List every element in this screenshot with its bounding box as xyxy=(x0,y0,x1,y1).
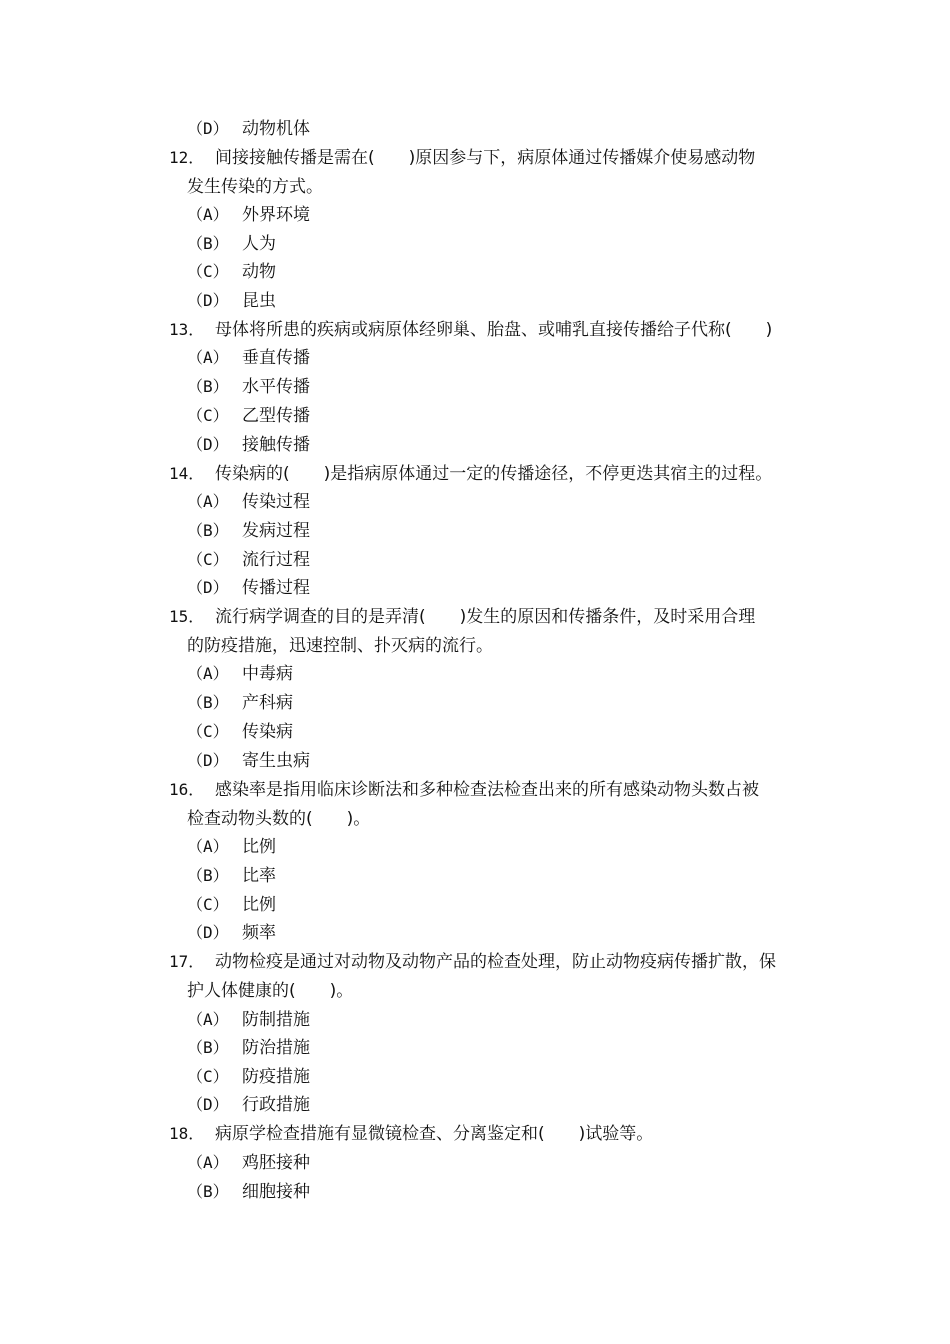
option-text: 细胞接种 xyxy=(242,1182,310,1202)
question-continuation xyxy=(0,977,950,1005)
option-letter: （B） xyxy=(187,234,229,253)
answer-option xyxy=(0,718,950,746)
answer-option xyxy=(0,862,950,890)
option-letter: （B） xyxy=(187,377,229,396)
answer-option xyxy=(0,373,950,401)
question-text: 母体将所患的疾病或病原体经卵巢、胎盘、或哺乳直接传播给子代称( ) xyxy=(215,320,773,340)
question-continuation xyxy=(0,632,950,660)
answer-option xyxy=(0,574,950,602)
option-text: 水平传播 xyxy=(242,377,310,397)
answer-option xyxy=(0,201,950,229)
answer-option xyxy=(0,287,950,315)
option-letter: （D） xyxy=(187,923,229,942)
question-number: 13． xyxy=(169,320,205,339)
option-letter: （A） xyxy=(187,1010,229,1029)
question-text: 流行病学调查的目的是弄清( )发生的原因和传播条件，及时采用合理 xyxy=(215,607,756,627)
option-letter: （D） xyxy=(187,751,229,770)
option-letter: （B） xyxy=(187,866,229,885)
option-letter: （C） xyxy=(187,1067,229,1086)
option-letter: （B） xyxy=(187,521,229,540)
answer-option xyxy=(0,230,950,258)
option-letter: （B） xyxy=(187,1038,229,1057)
option-text: 动物机体 xyxy=(242,119,310,139)
option-letter: （C） xyxy=(187,262,229,281)
option-letter: （D） xyxy=(187,291,229,310)
answer-option xyxy=(0,747,950,775)
question-line xyxy=(0,1120,950,1148)
option-text: 寄生虫病 xyxy=(242,751,310,771)
option-text: 发病过程 xyxy=(242,521,310,541)
question-text: 传染病的( )是指病原体通过一定的传播途径，不停更迭其宿主的过程。 xyxy=(215,464,773,484)
answer-option xyxy=(0,833,950,861)
option-letter: （A） xyxy=(187,1153,229,1172)
question-text: 感染率是指用临床诊断法和多种检查法检查出来的所有感染动物头数占被 xyxy=(215,780,759,800)
option-text: 昆虫 xyxy=(242,291,276,311)
question-continuation xyxy=(0,805,950,833)
answer-option xyxy=(0,115,950,143)
option-letter: （A） xyxy=(187,837,229,856)
answer-option xyxy=(0,1178,950,1206)
question-number: 15． xyxy=(169,607,205,626)
answer-option xyxy=(0,517,950,545)
option-text: 鸡胚接种 xyxy=(242,1153,310,1173)
answer-option xyxy=(0,258,950,286)
question-number: 18． xyxy=(169,1124,205,1143)
option-text: 传染病 xyxy=(242,722,293,742)
answer-option xyxy=(0,891,950,919)
option-text: 行政措施 xyxy=(242,1095,310,1115)
option-text: 比例 xyxy=(242,895,276,915)
option-text: 人为 xyxy=(242,234,276,254)
option-letter: （D） xyxy=(187,435,229,454)
answer-option xyxy=(0,660,950,688)
question-line xyxy=(0,948,950,976)
option-letter: （C） xyxy=(187,550,229,569)
option-text: 外界环境 xyxy=(242,205,310,225)
question-number: 14． xyxy=(169,464,205,483)
option-letter: （A） xyxy=(187,664,229,683)
answer-option xyxy=(0,488,950,516)
option-text: 比例 xyxy=(242,837,276,857)
answer-option xyxy=(0,1034,950,1062)
answer-option xyxy=(0,919,950,947)
question-text: 病原学检查措施有显微镜检查、分离鉴定和( )试验等。 xyxy=(215,1124,654,1144)
question-text-continued: 发生传染的方式。 xyxy=(187,177,323,197)
answer-option xyxy=(0,689,950,717)
option-letter: （C） xyxy=(187,895,229,914)
option-text: 防治措施 xyxy=(242,1038,310,1058)
option-letter: （B） xyxy=(187,1182,229,1201)
answer-option xyxy=(0,344,950,372)
option-text: 防疫措施 xyxy=(242,1067,310,1087)
option-text: 比率 xyxy=(242,866,276,886)
question-text: 间接接触传播是需在( )原因参与下，病原体通过传播媒介使易感动物 xyxy=(215,148,756,168)
option-text: 产科病 xyxy=(242,693,293,713)
answer-option xyxy=(0,1149,950,1177)
option-letter: （D） xyxy=(187,1095,229,1114)
option-letter: （C） xyxy=(187,722,229,741)
question-line xyxy=(0,144,950,172)
answer-option xyxy=(0,1091,950,1119)
option-text: 乙型传播 xyxy=(242,406,310,426)
question-line xyxy=(0,776,950,804)
question-number: 12． xyxy=(169,148,205,167)
question-text-continued: 检查动物头数的( )。 xyxy=(187,809,371,829)
option-letter: （C） xyxy=(187,406,229,425)
question-number: 16． xyxy=(169,780,205,799)
option-letter: （A） xyxy=(187,348,229,367)
answer-option xyxy=(0,1006,950,1034)
option-text: 频率 xyxy=(242,923,276,943)
answer-option xyxy=(0,1063,950,1091)
question-line xyxy=(0,316,950,344)
option-letter: （D） xyxy=(187,119,229,138)
option-text: 流行过程 xyxy=(242,550,310,570)
option-text: 传染过程 xyxy=(242,492,310,512)
question-text-continued: 的防疫措施，迅速控制、扑灭病的流行。 xyxy=(187,636,493,656)
option-letter: （B） xyxy=(187,693,229,712)
answer-option xyxy=(0,431,950,459)
option-text: 传播过程 xyxy=(242,578,310,598)
question-line xyxy=(0,603,950,631)
question-line xyxy=(0,460,950,488)
answer-option xyxy=(0,546,950,574)
option-text: 动物 xyxy=(242,262,276,282)
question-text-continued: 护人体健康的( )。 xyxy=(187,981,354,1001)
option-text: 中毒病 xyxy=(242,664,293,684)
option-letter: （A） xyxy=(187,492,229,511)
question-text: 动物检疫是通过对动物及动物产品的检查处理，防止动物疫病传播扩散，保 xyxy=(215,952,776,972)
question-continuation xyxy=(0,173,950,201)
option-text: 垂直传播 xyxy=(242,348,310,368)
answer-option xyxy=(0,402,950,430)
option-text: 防制措施 xyxy=(242,1010,310,1030)
option-letter: （D） xyxy=(187,578,229,597)
option-letter: （A） xyxy=(187,205,229,224)
question-number: 17． xyxy=(169,952,205,971)
option-text: 接触传播 xyxy=(242,435,310,455)
